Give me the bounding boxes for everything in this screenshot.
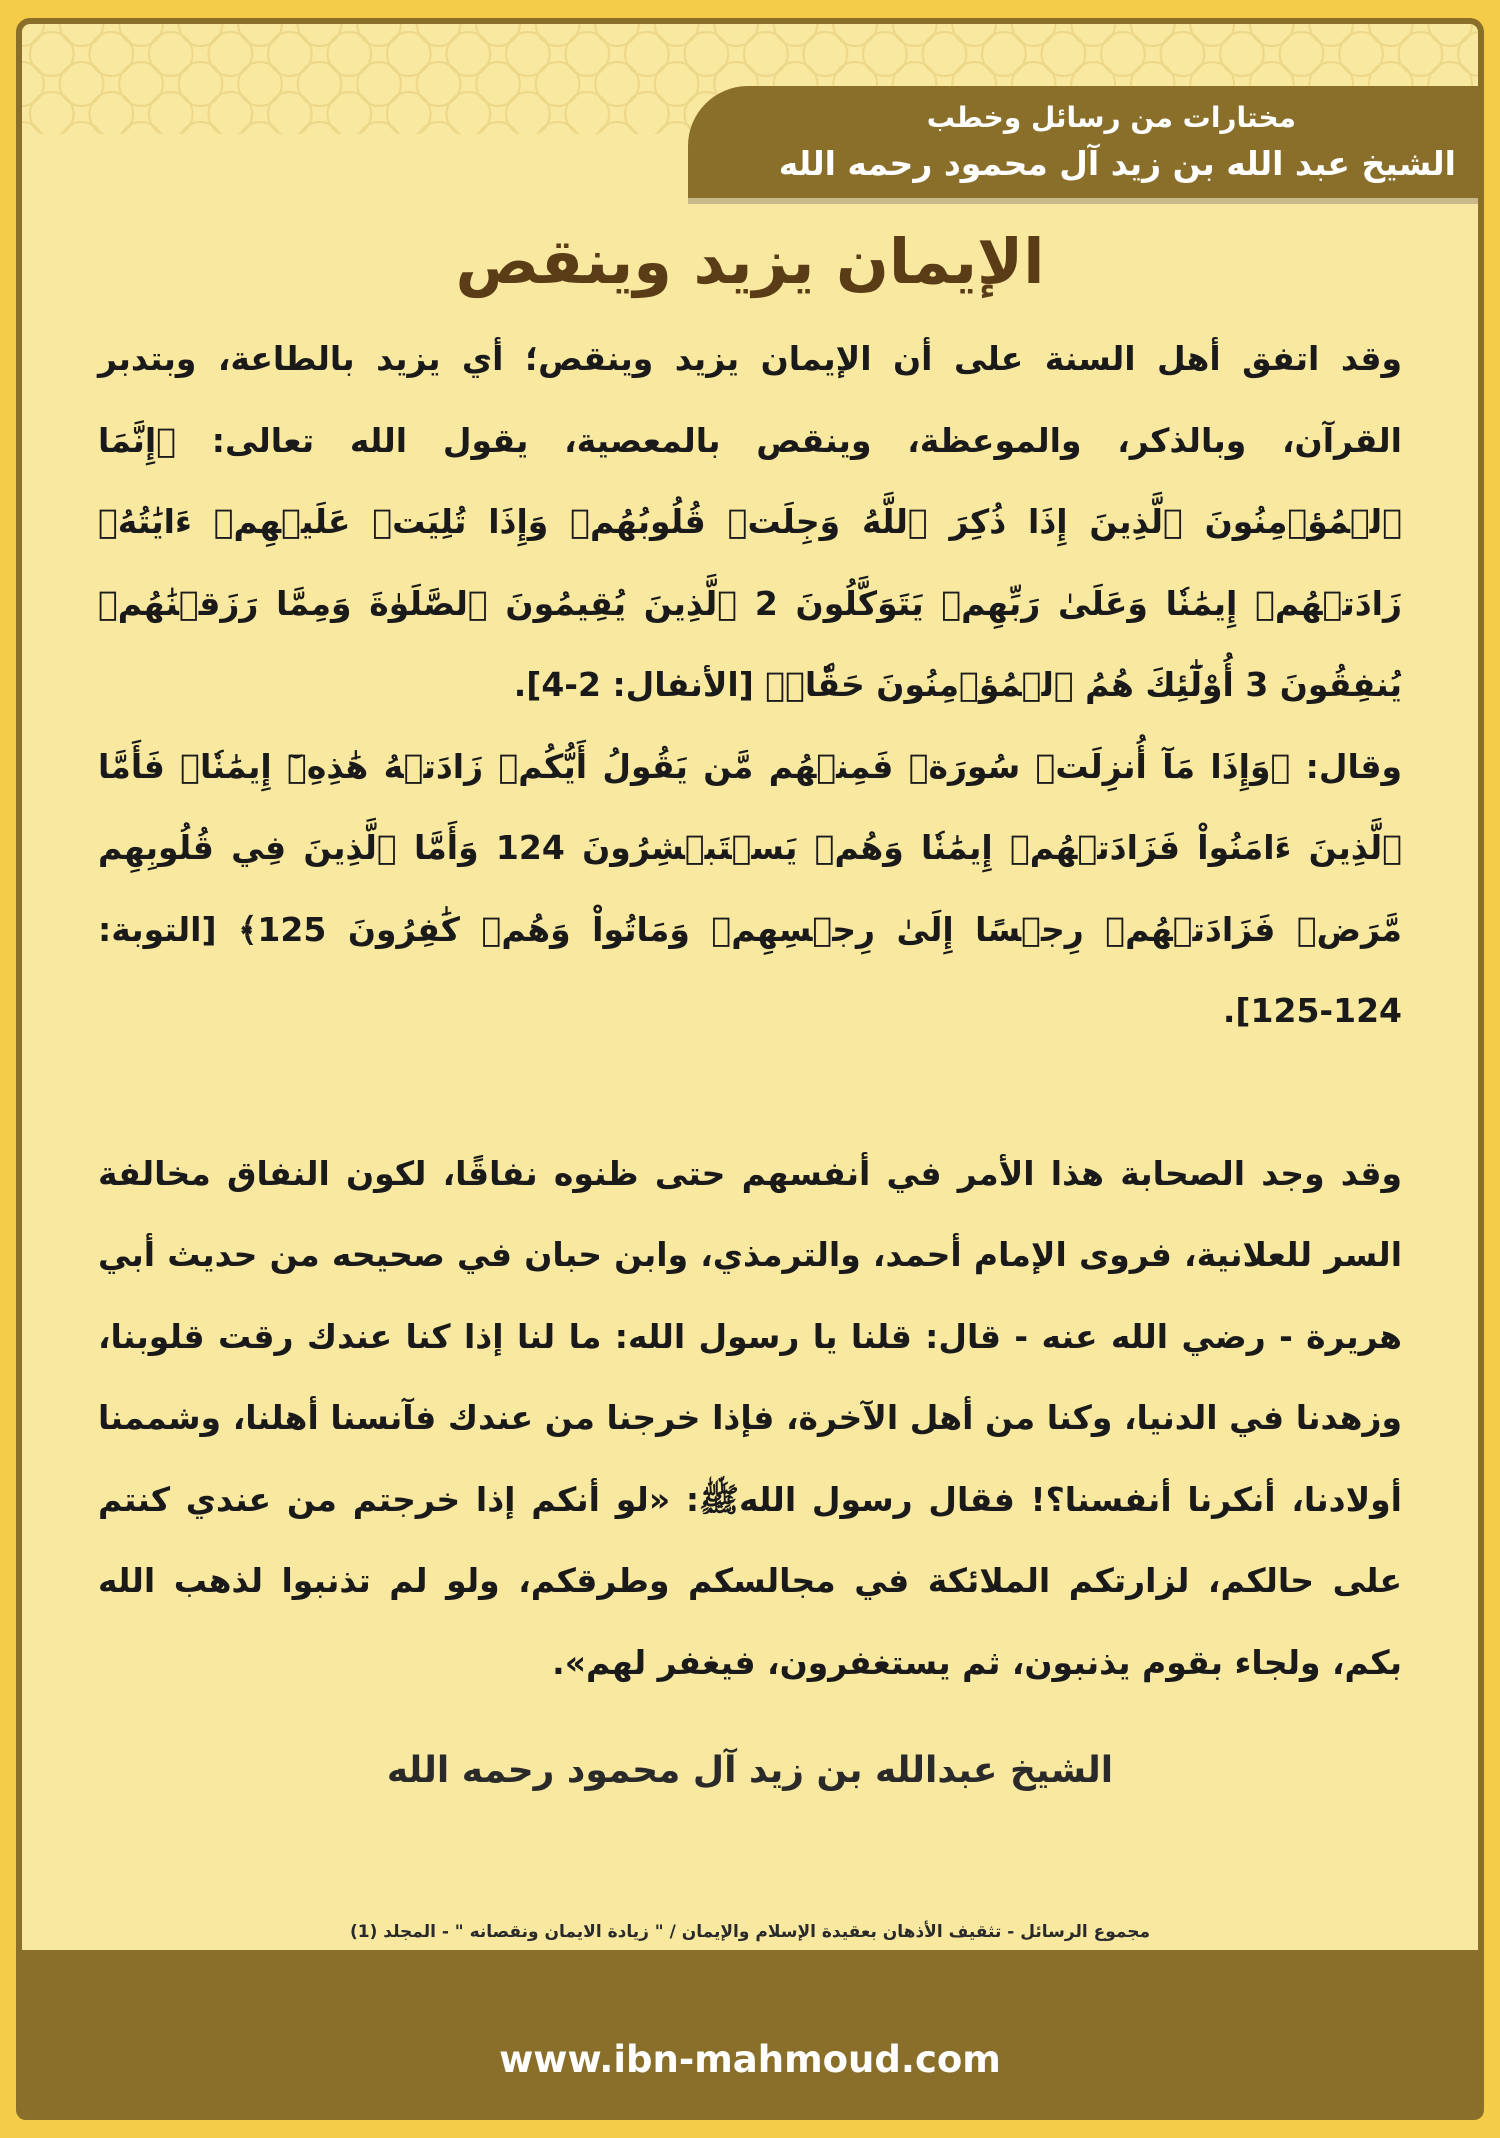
website-link[interactable]: www.ibn-mahmoud.com [499,2038,1001,2081]
header-author-name: الشيخ عبد الله بن زيد آل محمود رحمه الله [778,144,1456,183]
paragraph-spacer [98,1052,1402,1133]
footer-band [16,1950,1484,2120]
author-signature: الشيخ عبدالله بن زيد آل محمود رحمه الله [386,1750,1114,1791]
paragraph-hadith: وقد وجد الصحابة هذا الأمر في أنفسهم حتى ظنوه نفاقًا، لكون النفاق مخالفة السر للعلانية، فروى الإمام أحمد، والترمذي، وابن حبان في صحيحه من حديث أبي هريرة - رضي الله عنه - قال: قلنا يا رسول الله: ما لنا إذا كنا عندك رقت قلوبنا، وزهدنا في الدنيا، وكنا من أهل الآخرة، فإذا خرجنا من عندك فآنسنا أهلنا، وشممنا أولادنا، أنكرنا أنفسنا؟! فقال رسول اللهﷺ: «لو أنكم إذا خرجتم من عندي كنتم على حالكم، لزارتكم الملائكة في مجالسكم وطرقكم، ولو لم تذنبوا لذهب الله بكم، ولجاء بقوم يذنبون، ثم يستغفرون، فيغفر لهم». [98,1153,1402,1682]
header-band [688,86,1478,204]
paragraph-anfal: وقد اتفق أهل السنة على أن الإيمان يزيد وينقص؛ أي يزيد بالطاعة، وبتدبر القرآن، وبالذكر، والموعظة، وينقص بالمعصية، يقول الله تعالى: ﴿إِنَّمَا ٱلۡمُؤۡمِنُونَ ٱلَّذِينَ إِذَا ذُكِرَ ٱللَّهُ وَجِلَتۡ قُلُوبُهُمۡ وَإِذَا تُلِيَتۡ عَلَيۡهِمۡ ءَايَٰتُهُۥ زَادَتۡهُمۡ إِيمَٰنٗا وَعَلَىٰ رَبِّهِمۡ يَتَوَكَّلُونَ 2 ٱلَّذِينَ يُقِيمُونَ ٱلصَّلَوٰةَ وَمِمَّا رَزَقۡنَٰهُمۡ يُنفِقُونَ 3 أُوْلَٰٓئِكَ هُمُ ٱلۡمُؤۡمِنُونَ حَقّٗاۚ﴾ [الأنفال: 2-4]. [98,339,1402,704]
source-citation: مجموع الرسائل - تثقيف الأذهان بعقيدة الإسلام والإيمان / " زيادة الايمان ونقصانه " - المجلد (1) [349,1922,1151,1942]
paragraph-tawbah: وقال: ﴿وَإِذَا مَآ أُنزِلَتۡ سُورَةٞ فَمِنۡهُم مَّن يَقُولُ أَيُّكُمۡ زَادَتۡهُ هَٰذِهِۦٓ إِيمَٰنٗاۚ فَأَمَّا ٱلَّذِينَ ءَامَنُواْ فَزَادَتۡهُمۡ إِيمَٰنٗا وَهُمۡ يَسۡتَبۡشِرُونَ 124 وَأَمَّا ٱلَّذِينَ فِي قُلُوبِهِم مَّرَضٞ فَزَادَتۡهُمۡ رِجۡسًا إِلَىٰ رِجۡسِهِمۡ وَمَاتُواْ وَهُمۡ كَٰفِرُونَ 125﴾ [التوبة: 124-125]. [98,746,1403,1030]
header-series-title: مختارات من رسائل وخطب [926,101,1296,134]
article-title: الإيمان يزيد وينقص [455,225,1045,298]
article-body [98,318,1402,1703]
